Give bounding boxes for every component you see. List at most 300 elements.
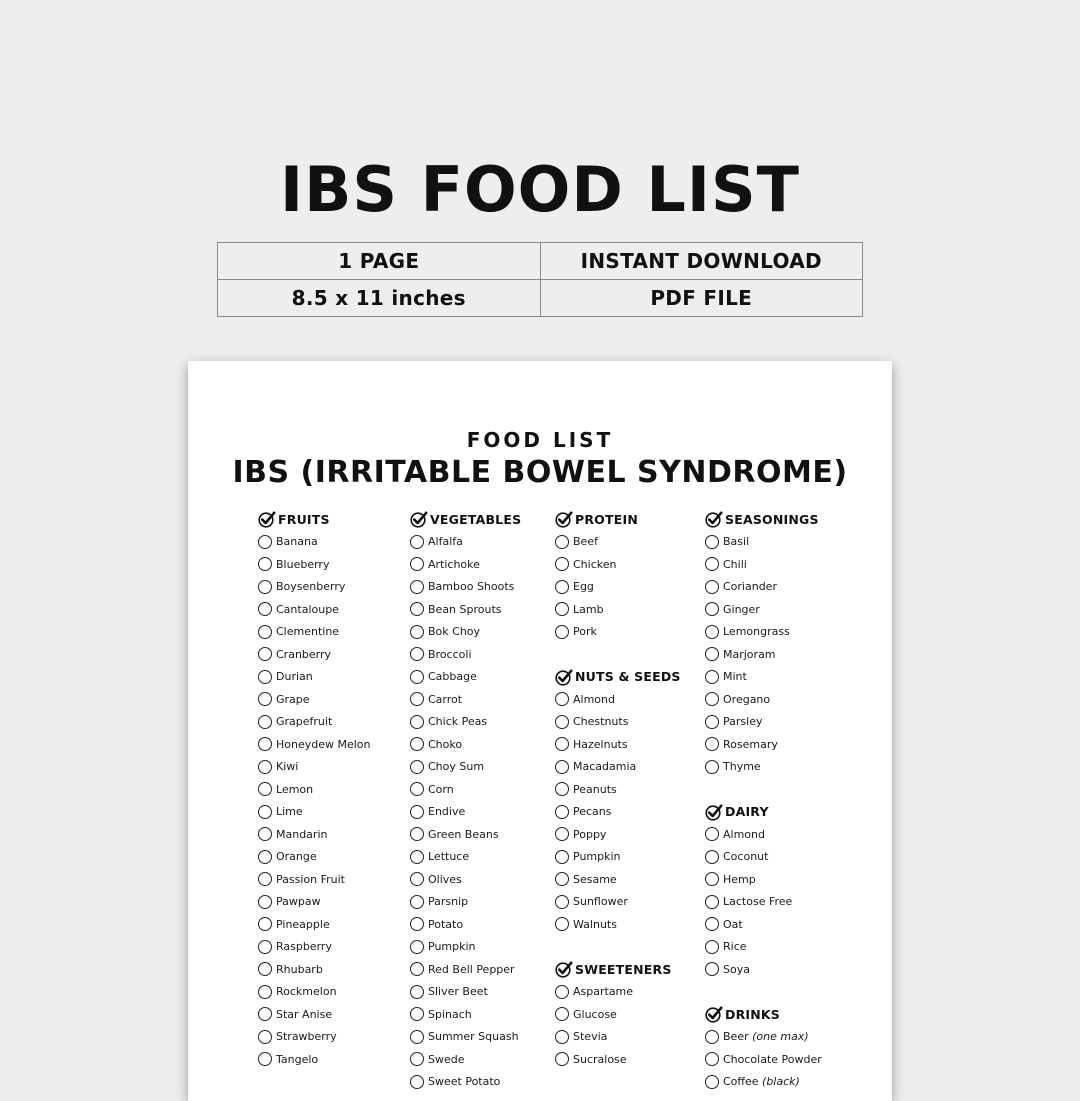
category-vegetables: [410, 508, 560, 1093]
empty-checkbox-icon: [555, 760, 569, 774]
food-label: Soya: [723, 962, 750, 976]
food-list-item: [258, 846, 408, 869]
food-column-2: [410, 508, 560, 1101]
empty-checkbox-icon: [705, 850, 719, 864]
empty-checkbox-icon: [555, 557, 569, 571]
food-label: [723, 1030, 809, 1043]
empty-checkbox-icon: [258, 827, 272, 841]
food-name: Beer: [723, 1030, 749, 1044]
food-column-3: [555, 508, 705, 1093]
empty-checkbox-icon: [705, 940, 719, 954]
checked-circle-icon: [258, 510, 276, 528]
food-list-item: [258, 598, 408, 621]
food-list-item: [555, 801, 705, 824]
food-list-item: [410, 1071, 560, 1094]
empty-checkbox-icon: [258, 850, 272, 864]
food-label: Oat: [723, 917, 743, 931]
empty-checkbox-icon: [555, 715, 569, 729]
empty-checkbox-icon: [258, 895, 272, 909]
empty-checkbox-icon: [555, 625, 569, 639]
empty-checkbox-icon: [555, 917, 569, 931]
food-list-item: [258, 891, 408, 914]
food-list-item: [555, 711, 705, 734]
food-list-item: [555, 891, 705, 914]
empty-checkbox-icon: [410, 625, 424, 639]
food-label: Thyme: [723, 760, 761, 774]
food-list-item: [410, 778, 560, 801]
food-label: Bamboo Shoots: [428, 580, 515, 594]
food-list-item: [555, 598, 705, 621]
empty-checkbox-icon: [410, 917, 424, 931]
food-list-item: [410, 733, 560, 756]
food-label: Kiwi: [276, 760, 299, 774]
empty-checkbox-icon: [410, 850, 424, 864]
food-list-item: [258, 621, 408, 644]
empty-checkbox-icon: [555, 850, 569, 864]
food-list-item: [410, 711, 560, 734]
checked-circle-icon: [410, 510, 428, 528]
food-column-4: [705, 508, 855, 1101]
empty-checkbox-icon: [705, 580, 719, 594]
food-list-item: [410, 936, 560, 959]
empty-checkbox-icon: [410, 962, 424, 976]
empty-checkbox-icon: [410, 737, 424, 751]
empty-checkbox-icon: [705, 917, 719, 931]
empty-checkbox-icon: [258, 692, 272, 706]
food-label: Macadamia: [573, 760, 637, 774]
food-list-item: [410, 1026, 560, 1049]
food-list-item: [410, 846, 560, 869]
empty-checkbox-icon: [555, 1007, 569, 1021]
food-label: Alfalfa: [428, 535, 463, 549]
empty-checkbox-icon: [555, 782, 569, 796]
empty-checkbox-icon: [705, 737, 719, 751]
checked-circle-icon: [705, 1005, 723, 1023]
food-list-item: [258, 801, 408, 824]
food-list-item: [410, 621, 560, 644]
food-list-item: [410, 553, 560, 576]
food-note: (one max): [752, 1030, 809, 1044]
food-name: Coffee: [723, 1075, 759, 1089]
food-label: Bean Sprouts: [428, 602, 502, 616]
product-info-table: [217, 242, 863, 317]
food-label: Pineapple: [276, 917, 330, 931]
food-list-item: [555, 778, 705, 801]
food-list-item: [705, 1071, 855, 1094]
food-label: Sucralose: [573, 1052, 627, 1066]
food-label: Lime: [276, 805, 303, 819]
food-column-1: [258, 508, 408, 1093]
category-heading: [705, 1003, 855, 1026]
food-list-item: [705, 756, 855, 779]
info-row: [218, 280, 863, 317]
empty-checkbox-icon: [705, 692, 719, 706]
food-label: Lemon: [276, 782, 314, 796]
empty-checkbox-icon: [258, 782, 272, 796]
food-label: Chicken: [573, 557, 617, 571]
category-label: FRUITS: [278, 511, 330, 527]
empty-checkbox-icon: [410, 1030, 424, 1044]
food-list-item: [555, 846, 705, 869]
food-list-item: [258, 553, 408, 576]
food-note: (black): [762, 1075, 800, 1089]
food-label: Pecans: [573, 805, 612, 819]
empty-checkbox-icon: [410, 985, 424, 999]
category-heading: [555, 958, 705, 981]
food-label: Blueberry: [276, 557, 330, 571]
food-list-item: [410, 801, 560, 824]
food-list-item: [258, 756, 408, 779]
empty-checkbox-icon: [410, 647, 424, 661]
empty-checkbox-icon: [410, 1075, 424, 1089]
category-heading: [555, 666, 705, 689]
food-list-item: [410, 823, 560, 846]
category-label: VEGETABLES: [430, 511, 522, 527]
food-label: Boysenberry: [276, 580, 346, 594]
food-label: Artichoke: [428, 557, 480, 571]
food-list-item: [258, 733, 408, 756]
food-label: Broccoli: [428, 647, 472, 661]
food-label: Almond: [723, 827, 765, 841]
food-label: Parsley: [723, 715, 763, 729]
food-label: Potato: [428, 917, 464, 931]
food-label: Swede: [428, 1052, 465, 1066]
empty-checkbox-icon: [705, 1075, 719, 1089]
food-list-item: [410, 688, 560, 711]
food-label: Coriander: [723, 580, 777, 594]
food-label: Bok Choy: [428, 625, 481, 639]
category-label: SEASONINGS: [725, 511, 819, 527]
empty-checkbox-icon: [410, 557, 424, 571]
food-list-item: [705, 1048, 855, 1071]
food-label: Olives: [428, 872, 462, 886]
info-pages: 1 PAGE: [218, 243, 541, 280]
food-list-item: [555, 1026, 705, 1049]
empty-checkbox-icon: [258, 1007, 272, 1021]
food-list-item: [410, 1003, 560, 1026]
empty-checkbox-icon: [705, 647, 719, 661]
food-label: Parsnip: [428, 895, 469, 909]
food-label: Green Beans: [428, 827, 499, 841]
empty-checkbox-icon: [555, 872, 569, 886]
food-label: Lemongrass: [723, 625, 790, 639]
food-label: Summer Squash: [428, 1030, 519, 1044]
food-label: Rosemary: [723, 737, 778, 751]
empty-checkbox-icon: [410, 692, 424, 706]
food-label: Almond: [573, 692, 615, 706]
food-list-item: [705, 553, 855, 576]
empty-checkbox-icon: [410, 670, 424, 684]
food-list-item: [555, 553, 705, 576]
empty-checkbox-icon: [258, 647, 272, 661]
food-list-item: [258, 936, 408, 959]
food-label: Endive: [428, 805, 466, 819]
food-list-item: [258, 981, 408, 1004]
food-list-item: [555, 733, 705, 756]
food-list-item: [705, 688, 855, 711]
food-list-item: [705, 936, 855, 959]
food-list-item: [705, 1026, 855, 1049]
food-label: Pumpkin: [573, 850, 621, 864]
food-list-item: [410, 913, 560, 936]
food-label: Honeydew Melon: [276, 737, 371, 751]
empty-checkbox-icon: [410, 760, 424, 774]
food-label: Raspberry: [276, 940, 332, 954]
category-heading: [705, 508, 855, 531]
food-list-item: [705, 531, 855, 554]
food-list-item: [555, 688, 705, 711]
info-format: PDF FILE: [540, 280, 863, 317]
food-label: Sliver Beet: [428, 985, 488, 999]
food-label: Cantaloupe: [276, 602, 339, 616]
food-list-item: [705, 711, 855, 734]
food-label: Egg: [573, 580, 594, 594]
checked-circle-icon: [555, 510, 573, 528]
food-label: Grape: [276, 692, 310, 706]
empty-checkbox-icon: [705, 760, 719, 774]
category-heading: [555, 508, 705, 531]
checked-circle-icon: [555, 668, 573, 686]
food-label: Hemp: [723, 872, 756, 886]
food-list-item: [258, 913, 408, 936]
info-size: 8.5 x 11 inches: [218, 280, 541, 317]
food-list-item: [410, 576, 560, 599]
empty-checkbox-icon: [410, 940, 424, 954]
food-label: Poppy: [573, 827, 607, 841]
food-list-item: [258, 958, 408, 981]
info-delivery: INSTANT DOWNLOAD: [540, 243, 863, 280]
food-list-item: [258, 643, 408, 666]
food-label: Carrot: [428, 692, 463, 706]
food-list-item: [258, 778, 408, 801]
food-label: Cranberry: [276, 647, 332, 661]
food-label: Rice: [723, 940, 747, 954]
food-label: Marjoram: [723, 647, 776, 661]
category-label: DRINKS: [725, 1006, 781, 1022]
printable-sheet-preview: [188, 361, 892, 1101]
empty-checkbox-icon: [705, 535, 719, 549]
empty-checkbox-icon: [258, 1052, 272, 1066]
food-label: Clementine: [276, 625, 340, 639]
food-label: Orange: [276, 850, 317, 864]
empty-checkbox-icon: [258, 760, 272, 774]
food-list-item: [410, 643, 560, 666]
food-list-item: [705, 958, 855, 981]
empty-checkbox-icon: [258, 535, 272, 549]
checked-circle-icon: [705, 510, 723, 528]
food-list-item: [705, 868, 855, 891]
food-label: Rockmelon: [276, 985, 337, 999]
category-heading: [410, 508, 560, 531]
empty-checkbox-icon: [705, 827, 719, 841]
page-title: IBS FOOD LIST: [280, 153, 800, 226]
food-label: Sweet Potato: [428, 1075, 501, 1089]
food-list-item: [410, 868, 560, 891]
food-list-item: [258, 868, 408, 891]
food-label: Banana: [276, 535, 318, 549]
empty-checkbox-icon: [258, 737, 272, 751]
empty-checkbox-icon: [705, 670, 719, 684]
food-label: Lamb: [573, 602, 604, 616]
sheet-title: IBS (IRRITABLE BOWEL SYNDROME): [232, 455, 848, 490]
food-list-item: [410, 1048, 560, 1071]
food-list-item: [555, 981, 705, 1004]
empty-checkbox-icon: [258, 940, 272, 954]
empty-checkbox-icon: [410, 872, 424, 886]
empty-checkbox-icon: [410, 827, 424, 841]
food-list-item: [555, 531, 705, 554]
empty-checkbox-icon: [705, 895, 719, 909]
empty-checkbox-icon: [705, 1030, 719, 1044]
empty-checkbox-icon: [705, 715, 719, 729]
food-label: Glucose: [573, 1007, 617, 1021]
empty-checkbox-icon: [555, 535, 569, 549]
empty-checkbox-icon: [410, 782, 424, 796]
food-list-item: [258, 1026, 408, 1049]
food-label: Lactose Free: [723, 895, 793, 909]
empty-checkbox-icon: [555, 827, 569, 841]
category-heading: [705, 801, 855, 824]
empty-checkbox-icon: [410, 602, 424, 616]
empty-checkbox-icon: [258, 580, 272, 594]
empty-checkbox-icon: [258, 715, 272, 729]
category-label: PROTEIN: [575, 511, 638, 527]
food-list-item: [410, 666, 560, 689]
food-label: Strawberry: [276, 1030, 337, 1044]
empty-checkbox-icon: [258, 872, 272, 886]
empty-checkbox-icon: [555, 805, 569, 819]
category-label: NUTS & SEEDS: [575, 669, 681, 685]
empty-checkbox-icon: [258, 805, 272, 819]
empty-checkbox-icon: [705, 602, 719, 616]
food-list-item: [258, 531, 408, 554]
empty-checkbox-icon: [258, 670, 272, 684]
empty-checkbox-icon: [258, 1030, 272, 1044]
food-label: Hazelnuts: [573, 737, 628, 751]
empty-checkbox-icon: [258, 625, 272, 639]
food-list-item: [555, 1048, 705, 1071]
category-fruits: [258, 508, 408, 1071]
empty-checkbox-icon: [410, 1007, 424, 1021]
empty-checkbox-icon: [410, 580, 424, 594]
sheet-subtitle: FOOD LIST: [466, 428, 614, 452]
food-label: Sunflower: [573, 895, 628, 909]
food-list-item: [410, 958, 560, 981]
food-list-item: [258, 1048, 408, 1071]
food-list-item: [705, 576, 855, 599]
food-label: Lettuce: [428, 850, 470, 864]
food-label: Pawpaw: [276, 895, 321, 909]
food-list-item: [705, 891, 855, 914]
food-label: Ginger: [723, 602, 760, 616]
food-label: Red Bell Pepper: [428, 962, 515, 976]
food-label: Spinach: [428, 1007, 472, 1021]
food-label: Chestnuts: [573, 715, 629, 729]
food-list-item: [705, 598, 855, 621]
food-label: Star Anise: [276, 1007, 333, 1021]
food-list-item: [410, 531, 560, 554]
food-list-item: [705, 823, 855, 846]
food-list-item: [258, 688, 408, 711]
empty-checkbox-icon: [555, 692, 569, 706]
empty-checkbox-icon: [705, 625, 719, 639]
food-list-item: [555, 576, 705, 599]
food-label: Chili: [723, 557, 747, 571]
food-list-item: [555, 913, 705, 936]
empty-checkbox-icon: [258, 557, 272, 571]
category-sweeteners: [555, 958, 705, 1071]
empty-checkbox-icon: [555, 580, 569, 594]
food-list-item: [258, 576, 408, 599]
category-heading: [258, 508, 408, 531]
food-label: Cabbage: [428, 670, 477, 684]
food-list-item: [555, 1003, 705, 1026]
empty-checkbox-icon: [705, 872, 719, 886]
food-label: [723, 1075, 800, 1088]
food-list-item: [705, 643, 855, 666]
empty-checkbox-icon: [555, 1030, 569, 1044]
category-seasonings: [705, 508, 855, 778]
category-label: SWEETENERS: [575, 961, 672, 977]
food-list-item: [410, 598, 560, 621]
empty-checkbox-icon: [258, 962, 272, 976]
empty-checkbox-icon: [555, 1052, 569, 1066]
empty-checkbox-icon: [410, 715, 424, 729]
empty-checkbox-icon: [410, 535, 424, 549]
category-label: DAIRY: [725, 804, 769, 820]
food-list-item: [555, 756, 705, 779]
food-list-item: [410, 891, 560, 914]
food-label: Stevia: [573, 1030, 608, 1044]
food-label: Oregano: [723, 692, 771, 706]
food-label: Pumpkin: [428, 940, 476, 954]
food-label: Chick Peas: [428, 715, 488, 729]
food-label: Tangelo: [276, 1052, 319, 1066]
empty-checkbox-icon: [705, 1052, 719, 1066]
food-label: Passion Fruit: [276, 872, 345, 886]
checked-circle-icon: [555, 960, 573, 978]
category-nuts-seeds: [555, 666, 705, 936]
category-dairy: [705, 801, 855, 981]
empty-checkbox-icon: [410, 1052, 424, 1066]
food-list-item: [705, 846, 855, 869]
food-label: Aspartame: [573, 985, 634, 999]
food-list-item: [705, 733, 855, 756]
food-label: Pork: [573, 625, 597, 639]
food-list-item: [258, 1003, 408, 1026]
empty-checkbox-icon: [555, 737, 569, 751]
food-list-item: [555, 868, 705, 891]
food-label: Walnuts: [573, 917, 617, 931]
empty-checkbox-icon: [258, 602, 272, 616]
food-list-item: [555, 823, 705, 846]
food-label: Rhubarb: [276, 962, 323, 976]
food-label: Chocolate Powder: [723, 1052, 822, 1066]
empty-checkbox-icon: [258, 985, 272, 999]
food-label: Peanuts: [573, 782, 617, 796]
food-label: Beef: [573, 535, 598, 549]
info-row: [218, 243, 863, 280]
food-label: Basil: [723, 535, 750, 549]
food-list-item: [705, 621, 855, 644]
food-label: Choy Sum: [428, 760, 485, 774]
food-list-item: [555, 621, 705, 644]
food-list-item: [258, 823, 408, 846]
food-list-item: [258, 666, 408, 689]
checked-circle-icon: [705, 803, 723, 821]
food-label: Grapefruit: [276, 715, 333, 729]
food-label: Coconut: [723, 850, 769, 864]
